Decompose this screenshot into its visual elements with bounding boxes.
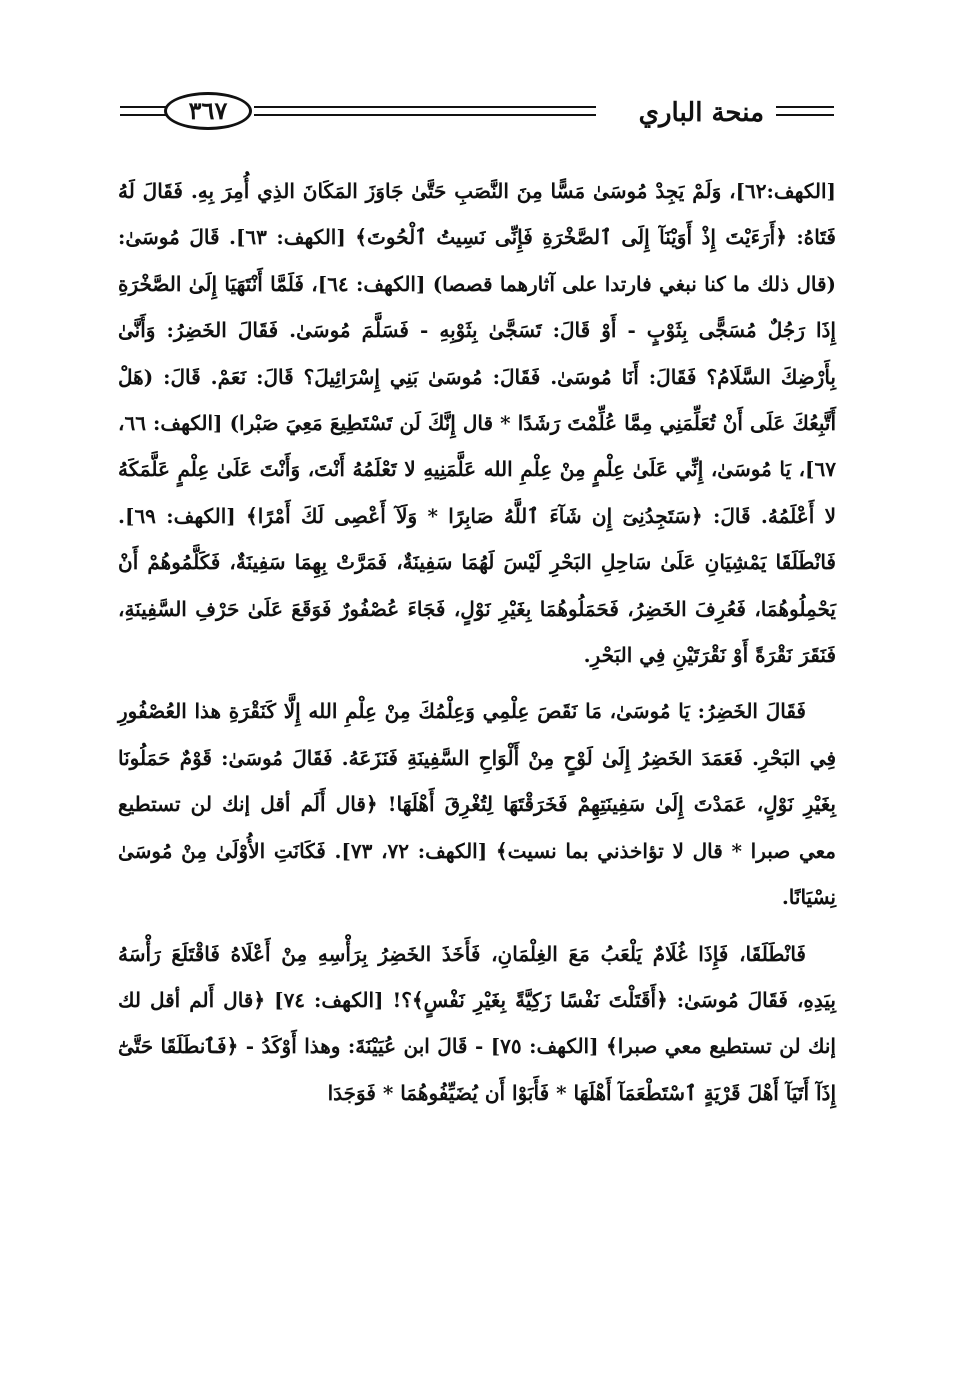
paragraph: فَانْطَلَقَا، فَإِذَا غُلَامٌ يَلْعَبُ مَعَ الغِلْمَانِ، فَأَخَذَ الخَضِرُ بِرَأْسِهِ مِنْ أَعْلَاهُ فَاقْتَلَعَ رَأْسَهُ بِيَدِهِ، فَقَالَ مُوسَىٰ: ﴿أَقَتَلْتَ نَفْسًا زَكِيَّةً بِغَيْرِ نَفْسٍ﴾؟! [الكهف: ٧٤] ﴿قال أَلم أقل لك إنك لن تستطيع معي صبرا﴾ [الكهف: ٧٥] - قَالَ ابن عُيَيْنَةَ: وهذا أَوْكَدُ - ﴿فَٱنطَلَقَا حَتَّىٰٓ إِذَآ أَتَيَآ أَهْلَ قَرْيَةٍ ٱسْتَطْعَمَآ أَهْلَهَا * فَأَبَوْا أَن يُضَيِّفُوهُمَا * فَوَجَدَا (118, 941, 836, 1105)
main-text (118, 168, 836, 1126)
page-header (120, 92, 834, 140)
paragraph: فَقَالَ الخَضِرُ: يَا مُوسَىٰ، مَا نَقَصَ عِلْمِي وَعِلْمُكَ مِنْ عِلْمِ الله إِلَّا كَنَقْرَةِ هذا العُصْفُورِ فِي البَحْرِ. فَعَمَدَ الخَضِرُ إِلَىٰ لَوْحٍ مِنْ أَلْوَاحِ السَّفِينَةِ فَنَزَعَهُ. فَقَالَ مُوسَىٰ: قَوْمٌ حَمَلُونَا بِغَيْرِ نَوْلٍ، عَمَدْتَ إِلَىٰ سَفِينَتِهِمْ فَخَرَقْتَهَا لِتُغْرِقَ أَهْلَهَا! ﴿قال أَلَم أقل إنك لن تستطيع معي صبرا * قال لا تؤاخذني بما نسيت﴾ [الكهف: ٧٢، ٧٣]. فَكَانَتِ الأُوْلَىٰ مِنْ مُوسَىٰ نِسْيَانًا. (118, 699, 836, 910)
running-title: منحة الباري (638, 98, 764, 128)
paragraph: [الكهف:٦٢]، وَلَمْ يَجِدْ مُوسَىٰ مَسًّا مِنَ النَّصَبِ حَتَّىٰ جَاوَزَ المَكَانَ الذِي أُمِرَ بِهِ. فَقَالَ لَهُ فَتَاهُ: ﴿أَرَءَيْتَ إِذْ أَوَيْنَآ إِلَى ٱلصَّخْرَةِ فَإِنِّى نَسِيتُ ٱلْحُوتَ﴾ [الكهف: ٦٣]. قَالَ مُوسَىٰ: (قال ذلك ما كنا نبغي فارتدا على آثارهما قصصا) [الكهف: ٦٤]، فَلَمَّا أَنْتَهَيَا إِلَىٰ الصَّخْرَةِ إِذَا رَجُلٌ مُسَجًّى بِثَوْبٍ - أَوْ قَالَ: تَسَجَّىٰ بِثَوْبِهِ - فَسَلَّمَ مُوسَىٰ. فَقَالَ الخَضِرُ: وَأَنَّىٰ بِأَرْضِكَ السَّلَامُ؟ فَقَالَ: أَنَا مُوسَىٰ. فَقَالَ: مُوسَىٰ بَنِي إِسْرَائِيلَ؟ قَالَ: نَعَمْ. قَالَ: (هَلْ أَتَّبِعُكَ عَلَى أَنْ تُعَلِّمَنِي مِمَّا عُلِّمْتَ رَشَدًا * قال إِنَّكَ لَن تَسْتَطِيعَ مَعِيَ صَبْرا) [الكهف: ٦٦، ٦٧]، يَا مُوسَىٰ، إِنِّي عَلَىٰ عِلْمٍ مِنْ عِلْمِ الله عَلَّمَنِيهِ لا تَعْلَمُهُ أَنْتَ، وَأَنْتَ عَلَىٰ عِلْمٍ عَلَّمَكَهُ لا أَعْلَمُهُ. قَالَ: ﴿سَتَجِدُنِىٓ إِن شَآءَ ٱللَّهُ صَابِرًا * وَلَآ أَعْصِى لَكَ أَمْرًا﴾ [الكهف: ٦٩]. فَانْطَلَقَا يَمْشِيَانِ عَلَىٰ سَاحِلِ البَحْرِ لَيْسَ لَهُمَا سَفِينَةٌ، فَمَرَّتْ بِهِمَا سَفِينَةٌ، فَكَلَّمُوهُمْ أَنْ يَحْمِلُوهُمَا، فَعُرِفَ الخَضِرُ، فَحَمَلُوهُمَا بِغَيْرِ نَوْلٍ، فَجَاءَ عُصْفُورٌ فَوَقَعَ عَلَىٰ حَرْفِ السَّفِينَةِ، فَنَقَرَ نَقْرَةً أَوْ نَقْرَتَيْنِ فِي البَحْرِ. (118, 179, 837, 668)
header-ornament-rule-right (776, 106, 834, 116)
header-ornament-rule-middle (254, 106, 596, 116)
page-number: ٣٦٧ (164, 92, 252, 130)
header-ornament-rule-left (120, 106, 166, 116)
